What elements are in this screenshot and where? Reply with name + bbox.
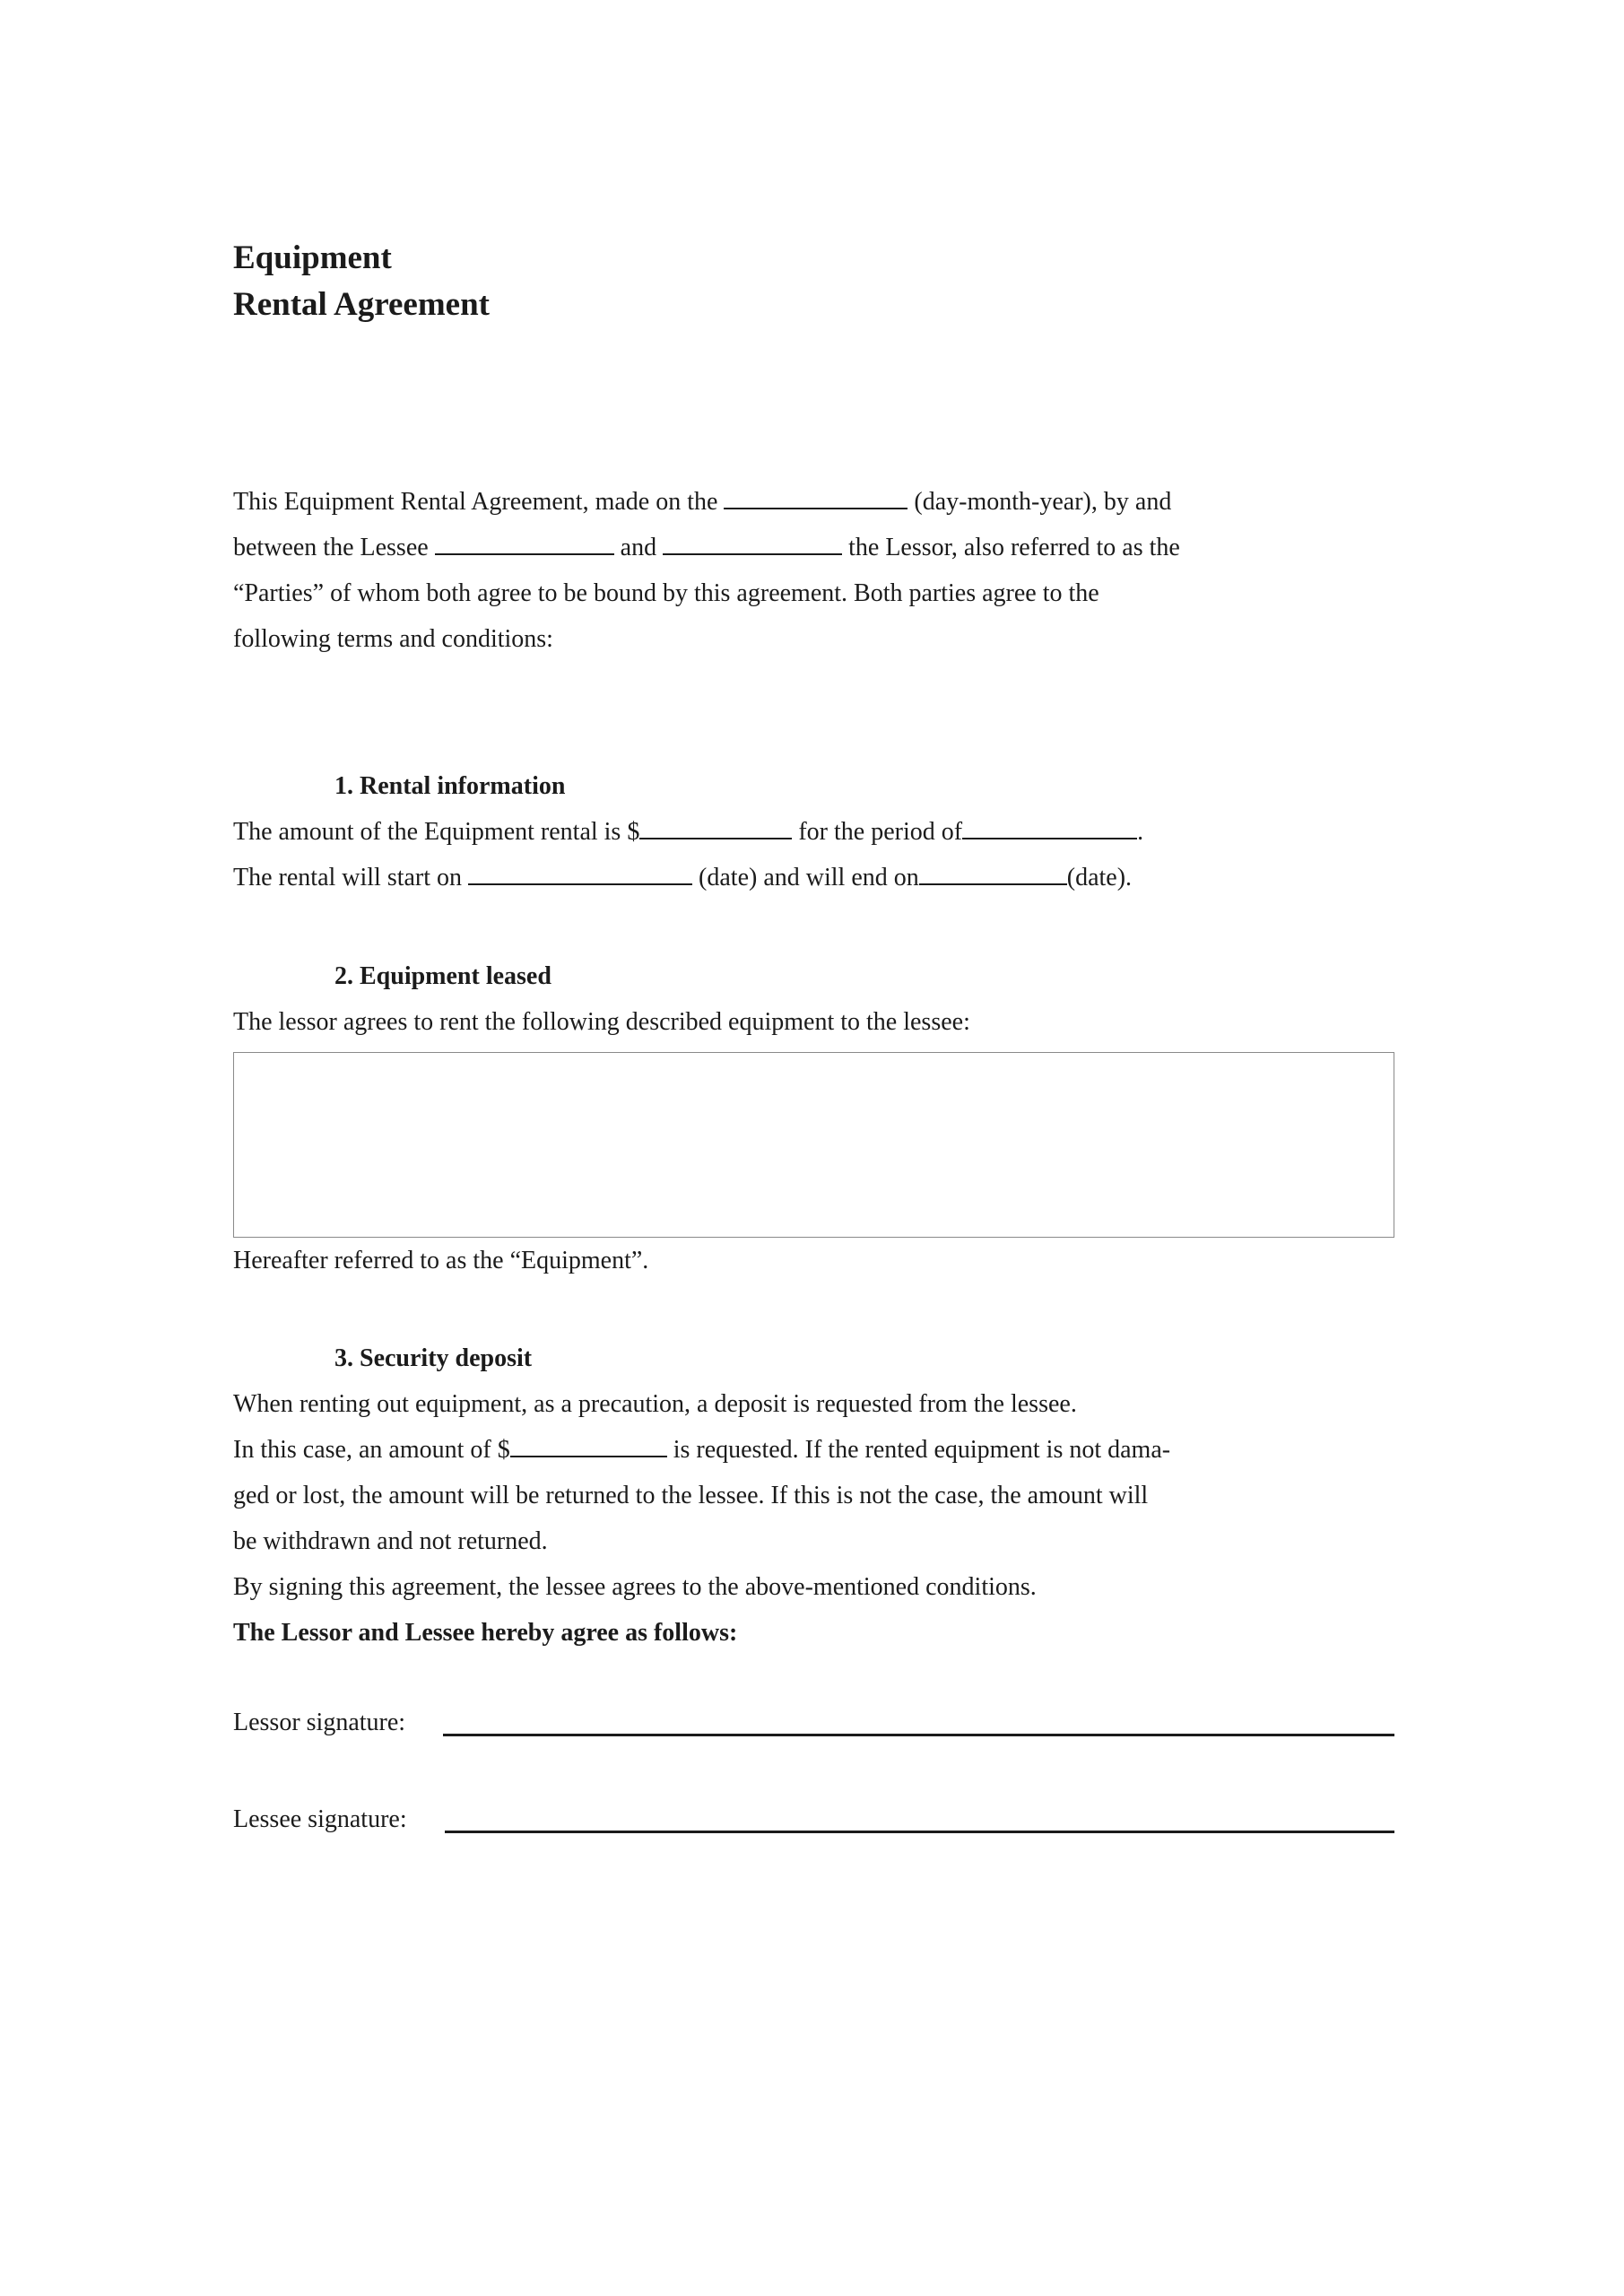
section-3-text: In this case, an amount of $ xyxy=(233,1436,510,1464)
section-3-line-2 xyxy=(233,1427,1394,1473)
section-2-line-1: The lessor agrees to rent the following described equipment to the lessee: xyxy=(233,1008,970,1036)
section-3-line-4: be withdrawn and not returned. xyxy=(233,1527,548,1555)
intro-text: This Equipment Rental Agreement, made on the xyxy=(233,488,725,516)
intro-text: between the Lessee xyxy=(233,534,435,561)
lessee-signature-label: Lessee signature: xyxy=(233,1805,407,1833)
intro-text: and xyxy=(613,534,664,561)
section-3-line-3: ged or lost, the amount will be returned to the lessee. If this is not the case, the amount will xyxy=(233,1482,1149,1509)
section-1-text: (date). xyxy=(1066,864,1133,891)
section-1-text: The amount of the Equipment rental is $ xyxy=(233,818,640,846)
section-1-text: The rental will start on xyxy=(233,864,469,891)
section-3-heading: 3. Security deposit xyxy=(334,1344,533,1372)
start-date-blank[interactable] xyxy=(468,857,692,885)
lessor-signature-row xyxy=(233,1700,1394,1745)
section-1-text: . xyxy=(1137,818,1144,846)
document-title-line-1: Equipment xyxy=(233,239,392,276)
section-1-line-2 xyxy=(233,855,1394,900)
intro-line-3: “Parties” of whom both agree to be bound by this agreement. Both parties agree to the xyxy=(233,579,1099,607)
intro-line-1 xyxy=(233,479,1394,525)
document-title xyxy=(233,235,1394,328)
rental-amount-blank[interactable] xyxy=(639,811,792,839)
equipment-description-box[interactable] xyxy=(233,1052,1394,1238)
section-1-text: for the period of xyxy=(792,818,963,846)
intro-line-2 xyxy=(233,525,1394,570)
intro-text: (day-month-year), by and xyxy=(908,488,1172,516)
lessor-signature-line[interactable] xyxy=(443,1734,1394,1736)
lessee-name-blank[interactable] xyxy=(435,526,614,555)
section-3-body xyxy=(233,1381,1394,1564)
intro-text: the Lessor, also referred to as the xyxy=(842,534,1180,561)
deposit-amount-blank[interactable] xyxy=(510,1429,667,1457)
section-2-after-text: Hereafter referred to as the “Equipment”. xyxy=(233,1247,649,1274)
closing-statement: By signing this agreement, the lessee agrees to the above-mentioned conditions. xyxy=(233,1573,1037,1601)
lessor-name-blank[interactable] xyxy=(663,526,842,555)
section-2-heading: 2. Equipment leased xyxy=(334,962,551,990)
section-1-body xyxy=(233,809,1394,900)
document-title-line-2: Rental Agreement xyxy=(233,286,490,323)
section-1-text: (date) and will end on xyxy=(692,864,919,891)
lessee-signature-line[interactable] xyxy=(445,1831,1394,1833)
lessor-signature-label: Lessor signature: xyxy=(233,1709,406,1736)
section-3-text: is requested. If the rented equipment is not dama- xyxy=(666,1436,1171,1464)
section-1-heading: 1. Rental information xyxy=(334,772,566,800)
intro-line-4: following terms and conditions: xyxy=(233,625,553,653)
intro-paragraph xyxy=(233,479,1394,662)
end-date-blank[interactable] xyxy=(919,857,1067,885)
agreement-statement: The Lessor and Lessee hereby agree as follows: xyxy=(233,1619,738,1647)
agreement-date-blank[interactable] xyxy=(724,481,908,509)
section-1-line-1 xyxy=(233,809,1394,855)
rental-period-blank[interactable] xyxy=(962,811,1137,839)
section-3-line-1: When renting out equipment, as a precaution, a deposit is requested from the lessee. xyxy=(233,1390,1077,1418)
lessee-signature-row xyxy=(233,1796,1394,1842)
